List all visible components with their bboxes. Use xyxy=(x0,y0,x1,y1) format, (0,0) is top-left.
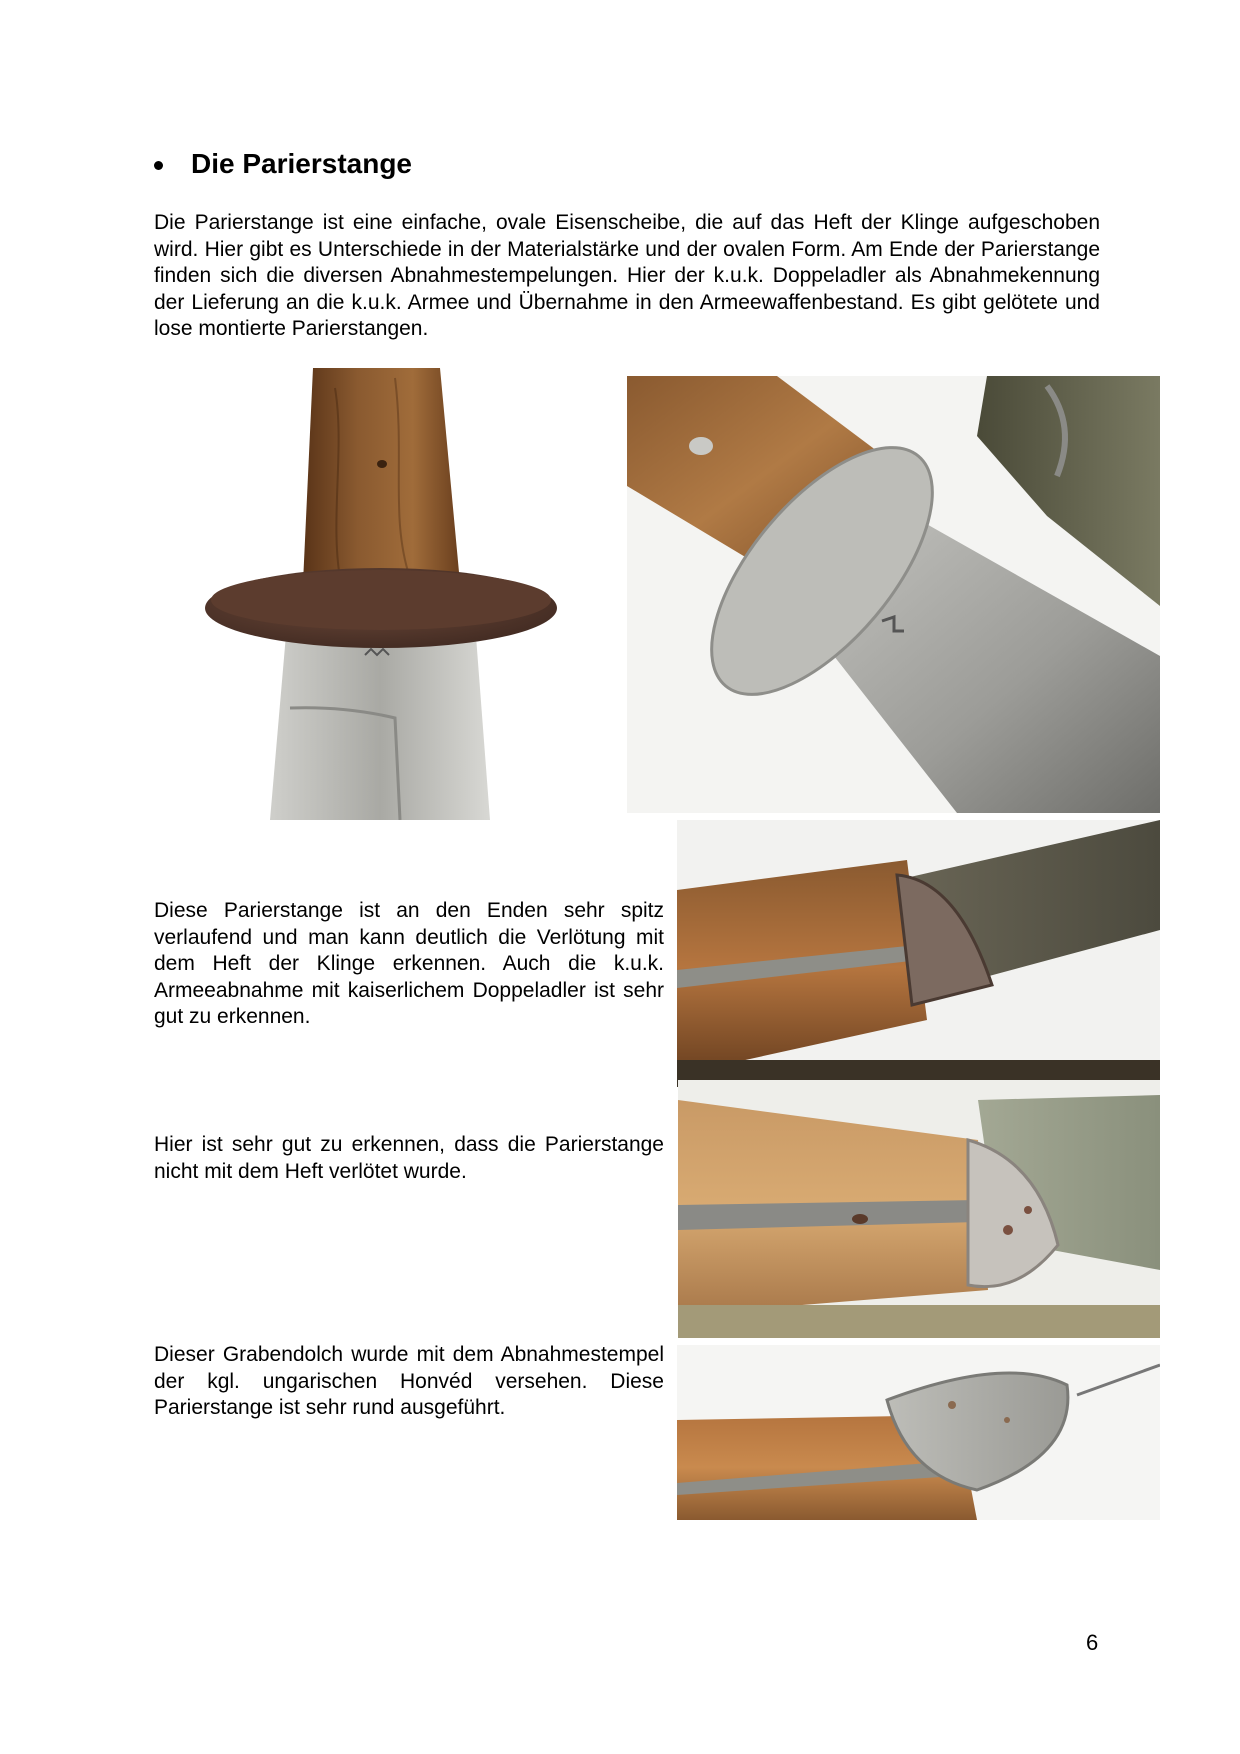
caption-loose-guard: Hier ist sehr gut zu erkennen, dass die Parierstange nicht mit dem Heft verlötet wurde. xyxy=(154,1133,664,1183)
page-number: 6 xyxy=(1086,1630,1099,1655)
caption-soldered-guard: Diese Parierstange ist an den Enden sehr spitz verlaufend und man kann deutlich die Verlötung mit dem Heft der Klinge erkennen. Auch die k.u.k. Armeeabnahme mit kaiserlichem Doppeladler ist sehr gut zu erkennen. xyxy=(154,899,664,1028)
photo-guard-honved xyxy=(677,1345,1160,1520)
section-heading xyxy=(154,148,412,180)
photo-guard-loose xyxy=(678,1080,1160,1338)
caption-honved-guard: Dieser Grabendolch wurde mit dem Abnahmestempel der kgl. ungarischen Honvéd versehen. Diese Parierstange ist sehr rund ausgeführt. xyxy=(154,1343,664,1419)
photo-dagger-guard-front xyxy=(195,368,567,820)
photo-dagger-guard-diagonal xyxy=(627,376,1160,813)
intro-paragraph: Die Parierstange ist eine einfache, ovale Eisenscheibe, die auf das Heft der Klinge aufgeschoben wird. Hier gibt es Unterschiede in der Materialstärke und der ovalen Form. Am Ende der Parierstange finden sich die diversen Abnahmestempelungen. Hier der k.u.k. Doppeladler als Abnahmekennung der Lieferung an die k.u.k. Armee und Übernahme in den Armeewaffenbestand. Es gibt gelötete und lose montierte Parierstangen. xyxy=(154,211,1100,340)
photo-guard-soldered xyxy=(677,820,1160,1087)
section-title: Die Parierstange xyxy=(191,148,412,179)
bullet-icon xyxy=(154,161,163,170)
